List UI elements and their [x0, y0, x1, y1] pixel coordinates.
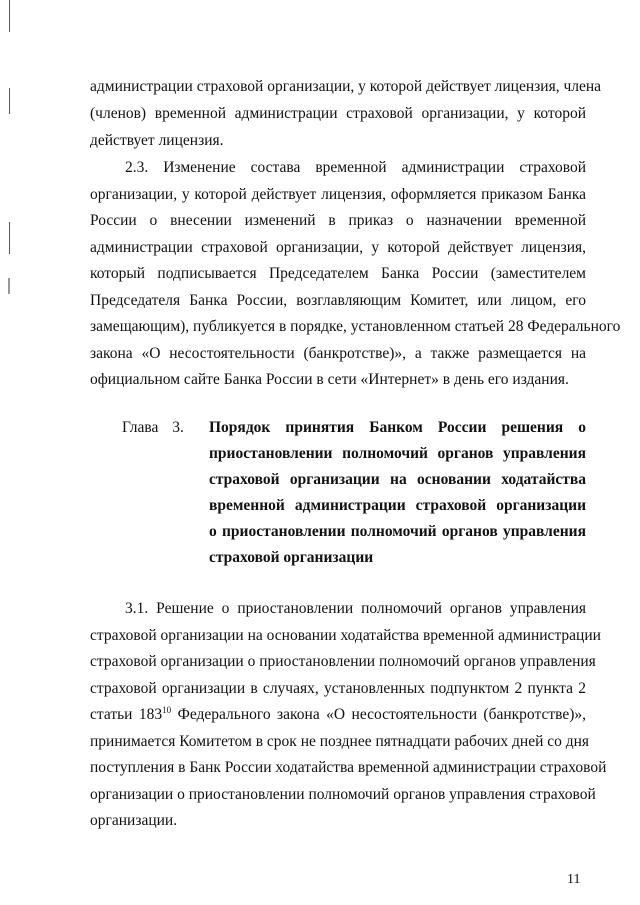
chapter-title-line: о приостановлении полномочий органов управления [209, 523, 586, 540]
page-number: 11 [567, 872, 581, 887]
scan-edge-mark [9, 222, 10, 254]
chapter-title-line: страховой организации на основании ходатайства [209, 471, 586, 488]
scan-edge-mark [9, 0, 10, 32]
chapter-title-line: временной администрации страховой организации [209, 497, 586, 514]
text-line: организации. [90, 812, 178, 829]
reference-start: статьи 183 [90, 706, 163, 723]
reference-superscript: 10 [162, 705, 172, 715]
reference-end: Федерального закона «О несостоятельности (банкротстве)», [171, 706, 586, 723]
text-line: 2.3. Изменение состава временной администрации страховой [125, 159, 586, 176]
text-line: закона «О несостоятельности (банкротстве)», а также размещается на [90, 345, 586, 362]
text-line: официальном сайте Банка России в сети «Интернет» в день его издания. [90, 371, 569, 388]
scan-edge-mark [9, 88, 10, 114]
text-line: страховой организации о приостановлении полномочий органов управления [90, 653, 596, 670]
text-line: России о внесении изменений в приказ о назначении временной [90, 212, 586, 229]
text-line: 3.1. Решение о приостановлении полномочий органов управления [125, 600, 586, 617]
text-line: страховой организации в случаях, установленных подпунктом 2 пункта 2 [90, 680, 586, 697]
text-line: замещающим), публикуется в порядке, установленном статьей 28 Федерального [90, 318, 621, 335]
text-line: администрации страховой организации, у которой действует лицензия, [90, 239, 586, 256]
text-line: принимается Комитетом в срок не позднее пятнадцати рабочих дней со дня [90, 733, 590, 750]
text-line: (членов) временной администрации страховой организации, у которой [90, 105, 586, 122]
scan-edge-mark [8, 278, 10, 294]
chapter-title-line: Порядок принятия Банком России решения о [209, 419, 586, 436]
chapter-title-line: приостановлении полномочий органов управления [209, 445, 586, 462]
text-line: который подписывается Председателем Банка России (заместителем [90, 265, 586, 282]
chapter-label: Глава 3. [122, 419, 184, 436]
text-line: поступления в Банк России ходатайства временной администрации страховой [90, 759, 607, 776]
text-line-with-reference [90, 705, 586, 725]
text-line: организации, у которой действует лицензия, оформляется приказом Банка [90, 186, 586, 203]
text-line: организации о приостановлении полномочий органов управления страховой [90, 786, 596, 803]
chapter-title-line: страховой организации [209, 549, 374, 566]
text-line: действует лицензия. [90, 132, 224, 149]
text-line: страховой организации на основании ходатайства временной администрации [90, 627, 601, 644]
text-line: Председателя Банка России, возглавляющим Комитет, или лицом, его [90, 292, 586, 309]
text-line: администрации страховой организации, у которой действует лицензия, члена [90, 78, 602, 95]
